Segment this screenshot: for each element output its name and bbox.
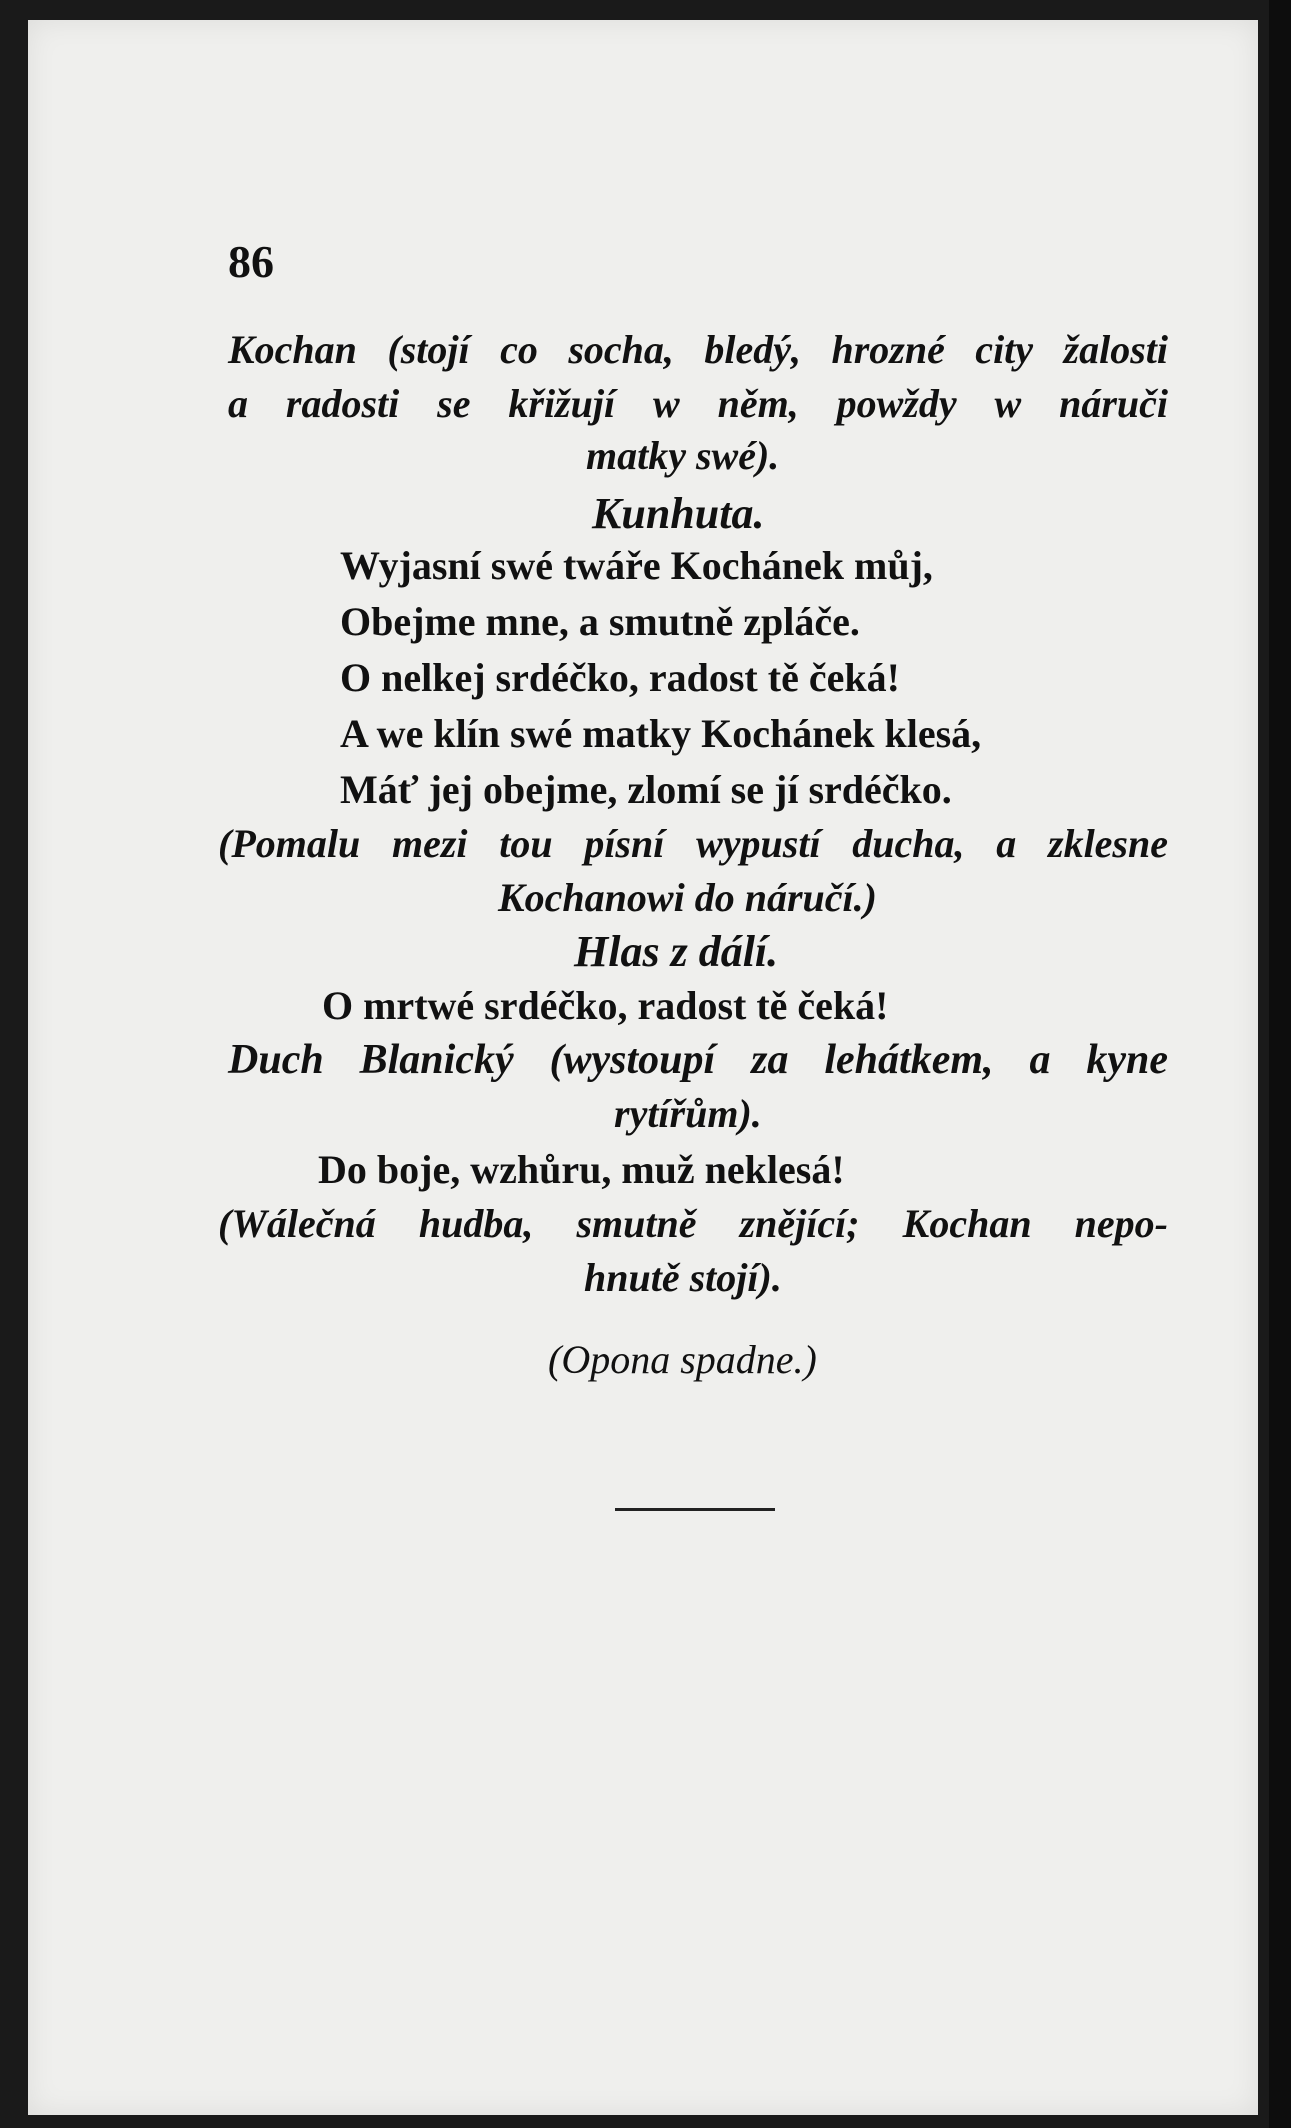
speaker-name: Hlas z dálí.	[574, 927, 779, 976]
verse-line: O mrtwé srdéčko, radost tě čeká!	[322, 983, 889, 1028]
stage-direction-line: (Pomalu mezi tou písní wypustí ducha, a zklesne	[218, 821, 1168, 866]
stage-direction-line: matky swé).	[586, 433, 780, 478]
stage-direction-line: Kochan (stojí co socha, bledý, hrozné city žalosti	[228, 327, 1168, 372]
stage-direction-line: Kochanowi do náručí.)	[498, 875, 877, 920]
verse-line: Obejme mne, a smutně zpláče.	[340, 599, 860, 644]
verse-line: O nelkej srdéčko, radost tě čeká!	[340, 655, 900, 700]
stage-direction-line: a radosti se křižují w něm, powždy w náruči	[228, 381, 1168, 426]
stage-direction-line: rytířům).	[614, 1091, 762, 1136]
book-spine-edge	[1269, 0, 1291, 2128]
stage-direction-line: (Wálečná hudba, smutně znějící; Kochan nepo-	[218, 1201, 1168, 1246]
stage-direction-line: hnutě stojí).	[584, 1255, 782, 1300]
speaker-name: Kunhuta.	[592, 489, 765, 538]
end-rule-divider	[615, 1508, 775, 1511]
verse-line: Do boje, wzhůru, muž neklesá!	[318, 1147, 845, 1192]
page-number: 86	[228, 236, 274, 287]
verse-line: Wyjasní swé twáře Kochánek můj,	[340, 543, 933, 588]
verse-line: A we klín swé matky Kochánek klesá,	[340, 711, 982, 756]
speaker-name: Duch Blanický (wystoupí za lehátkem, a kyne	[228, 1037, 1168, 1083]
curtain-line: (Opona spadne.)	[548, 1337, 817, 1382]
verse-line: Máť jej obejme, zlomí se jí srdéčko.	[340, 767, 952, 812]
